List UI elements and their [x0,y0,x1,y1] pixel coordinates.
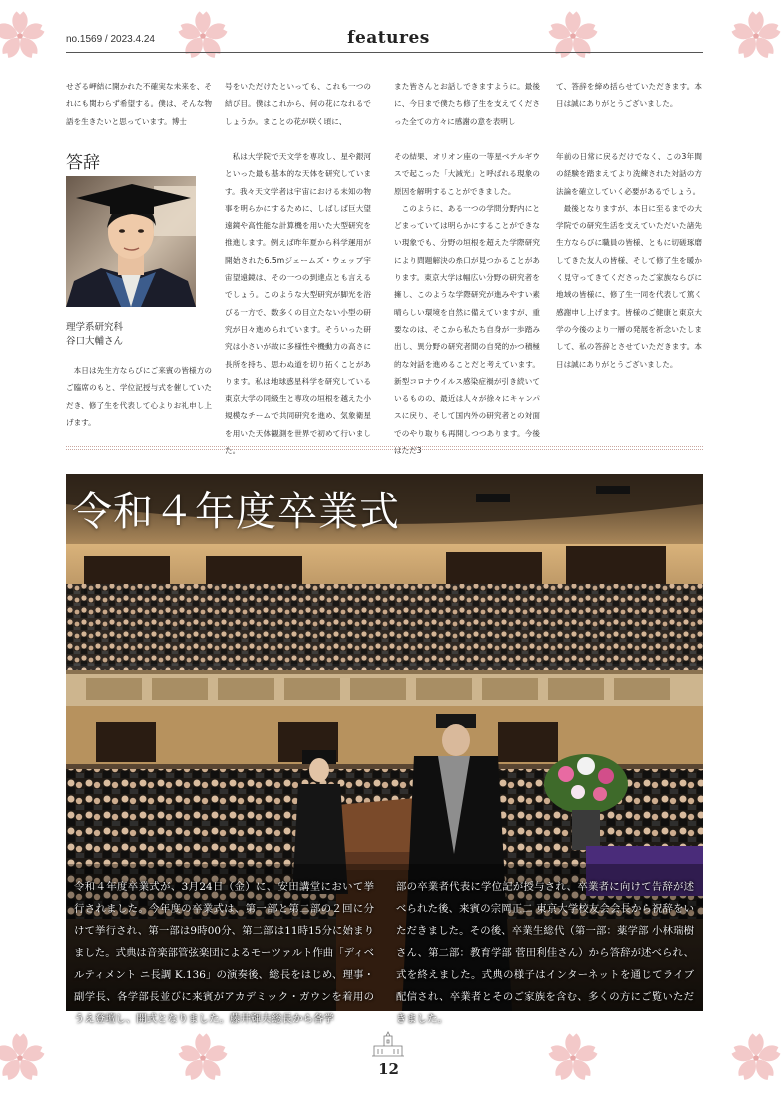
speaker-name: 谷口大輔さん [66,336,124,347]
ceremony-caption-left: 令和４年度卒業式が、3月24日（金）に、安田講堂において挙行されました。今年度の卒業式は、第一部と第二部の２回に分けて挙行され、第一部は9時00分、第二部は11時15分に始まりました。式典は音楽部管弦楽団によるモーツァルト作曲「ディベルティメント ニ長調 K.136」の演奏後、総長をはじめ、理事・副学長、各学部長並びに来賓がアカデミック・ガウンを着用のうえ登壇し、開式となりました。藤井輝夫総長から各学 [74,881,374,1025]
yasuda-auditorium-logo [368,1030,408,1058]
speaker-portrait-photo [66,176,196,307]
speech-column-1 [66,362,212,442]
issue-number: no.1569 / 2023.4.24 [66,34,155,45]
speech-paragraph-2: 私は大学院で天文学を専攻し、星や銀河といった最も基本的な天体を研究しています。我々天文学者は宇宙における未知の物事を明らかにするために、しばしば巨大望遠鏡や高性能な計算機を用いた大型研究を推進します。例えば昨年夏から科学運用が開始された6.5mジェームズ・ウェッブ宇宙望遠鏡は、その一つの到達点とも言えるでしょう。このような大型研究が脚光を浴びる一方で、数多くの目立たない小型の研究が日々進められています。そういった研究は小さいが故に多様性や機動力の高さに長所を持ち、思わぬ道を切り拓くことがあります。私は地球惑星科学を研究している東京大学の同級生と専攻の垣根を越えた小規模なチームで共同研究を進め、気象衛星を用いた天体観測を世界で初めて行いました。 [225,152,371,456]
continuation-column-3 [394,78,540,132]
section-title: features [347,28,430,48]
continuation-column-2 [225,78,371,132]
continuation-text-2: 号をいただけたといっても、これも一つの結び目。僕はこれから、何の花になれるでしょうか。まことの花が咲く頃に、 [225,82,371,126]
continuation-column-1 [66,78,212,132]
page-number: 12 [378,1060,399,1078]
speech-column-3 [394,148,540,456]
speech-paragraph-3a: その結果、オリオン座の一等星ベテルギウスで起こった「大減光」と呼ばれる現象の原因を解明することができました。 [394,152,540,196]
speech-paragraph-1: 本日は先生方ならびにご来賓の皆様方のご臨席のもと、学位記授与式を催していただき、修了生を代表して心よりお礼申し上げます。 [66,366,212,427]
section-divider [66,446,703,450]
speech-column-4 [556,148,702,378]
speech-column-2 [225,148,371,456]
header-rule [66,52,703,53]
speaker-department: 理学系研究科 [66,322,124,333]
speech-paragraph-4b: 最後となりますが、本日に至るまでの大学院での研究生活を支えていただいた諸先生方ならびに職員の皆様、ともに切磋琢磨してきた友人の皆様、そして修了生を暖かく見守ってきてくださったご家族ならびに地域の皆様に、修了生一同を代表して篤く感謝申し上げます。皆様のご健康と東京大学の今後のより一層の発展を祈念いたしまして、私の答辞とさせていただきます。本日は誠にありがとうございました。 [556,203,702,369]
ceremony-caption-right: 部の卒業者代表に学位記が授与され、卒業者に向けて告辞が述べられた後、来賓の宗岡正二 東京大学校友会会長から祝辞をいただきました。その後、卒業生総代（第一部：薬学部 小林瑞樹さん、第二部：教育学部 菅田利佳さん）から答辞が述べられ、式を終えました。式典の様子はインターネットを通じてライブ配信され、卒業者とそのご家族を含む、多くの方にご覧いただきました。 [396,881,694,1025]
continuation-text-4: て、答辞を締め括らせていただきます。本日は誠にありがとうございました。 [556,82,702,109]
speech-paragraph-4a: 年前の日常に戻るだけでなく、この3年間の経験を踏まえてより洗練された対話の方法論を確立していく必要があるでしょう。 [556,152,702,196]
speech-heading: 答辞 [66,153,100,173]
ceremony-title: 令和４年度卒業式 [72,489,400,535]
speech-paragraph-3b: このように、ある一つの学問分野内にとどまっていては明らかにすることができない現象でも、分野の垣根を超えた学際研究により問題解決の糸口が見つかることがあります。東京大学は幅広い分野の研究者を擁し、このような学際研究が進みやすい素晴らしい環境を自然に備えていますが、重要なのは、そこから私たち自身が一歩踏み出し、異分野の研究者間の自発的かつ積極的な対話を進めることだと考えています。新型コロナウイルス感染症禍が引き続いているものの、最近は人々が徐々にキャンパスに戻り、そして国内外の研究者との対面でのやり取りも再開しつつあります。今後はただ3 [394,203,540,456]
continuation-column-4 [556,78,702,132]
continuation-text-3: また皆さんとお話しできますように。最後に、今日まで僕たち修了生を支えてくださった全ての方々に感謝の意を表明し [394,82,540,126]
ceremony-photo [66,474,703,1025]
continuation-text-1: せざる岬結に開かれた不確実な未来を、それにも関わらず希望する。僕は、そんな物語を生きたいと思っています。博士 [66,82,212,126]
